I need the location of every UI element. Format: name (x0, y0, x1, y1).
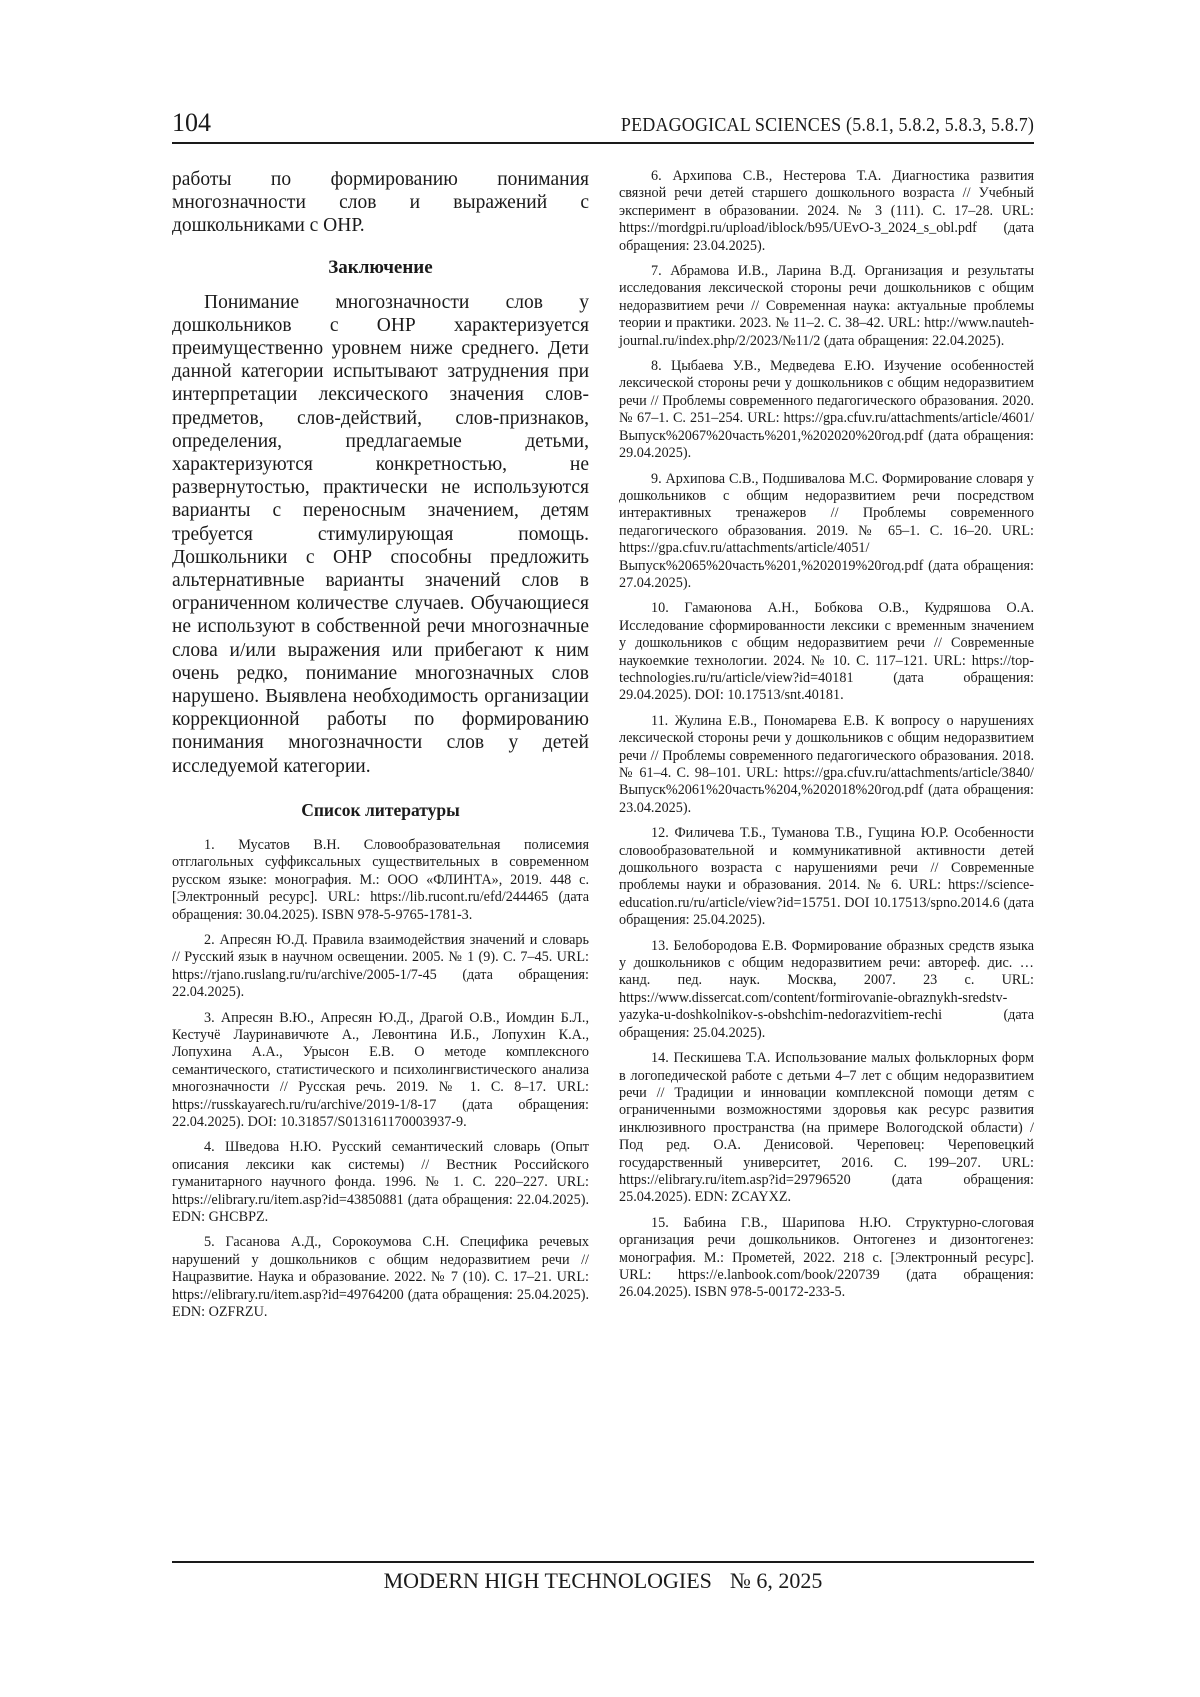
reference-item: 15. Бабина Г.В., Шарипова Н.Ю. Структурно-слоговая организация речи дошкольников. Онтогенез и дизонтогенез: монография. М.: Прометей, 2022. 218 с. [Электронный ресурс]. URL: https://e.lanbook.com/book/220739 (дата обращения: 26.04.2025). ISBN 978-5-00172-233-5. (619, 1214, 1034, 1301)
reference-item: 12. Филичева Т.Б., Туманова Т.В., Гущина Ю.Р. Особенности словообразовательной и коммуникативной активности детей дошкольного возраста с нарушениями речи // Современные проблемы науки и образования. 2014. № 6. URL: https://science-education.ru/ru/article/view?id=15751. DOI 10.17513/spno.2014.6 (дата обращения: 25.04.2025). (619, 825, 1034, 929)
reference-item: 8. Цыбаева У.В., Медведева Е.Ю. Изучение особенностей лексической стороны речи у дошкольников с общим недоразвитием речи // Проблемы современного педагогического образования. 2020. № 67–1. С. 251–254. URL: https://gpa.cfuv.ru/attachments/article/4601/Выпуск%2067%20часть%201,%202020%20год.pdf (дата обращения: 29.04.2025). (619, 358, 1034, 462)
issue-number: № 6, 2025 (729, 1568, 823, 1593)
journal-footer (172, 1566, 1034, 1596)
right-column (619, 168, 1034, 1310)
journal-section-title: PEDAGOGICAL SCIENCES (5.8.1, 5.8.2, 5.8.3, 5.8.7) (620, 114, 1034, 136)
reference-item: 10. Гамаюнова А.Н., Бобкова О.В., Кудряшова О.А. Исследование сформированности лексики с временным значением у дошкольников с общим недоразвитием речи // Современные наукоемкие технологии. 2024. № 10. С. 117–121. URL: https://top-technologies.ru/ru/article/view?id=40181 (дата обращения: 29.04.2025). DOI: 10.17513/snt.40181. (619, 600, 1034, 704)
reference-item: 6. Архипова С.В., Нестерова Т.А. Диагностика развития связной речи детей старшего дошкольного возраста // Учебный эксперимент в образовании. 2024. № 3 (111). С. 17–28. URL: https://mordgpi.ru/upload/iblock/b95/UEvO-3_2024_s_obl.pdf (дата обращения: 23.04.2025). (619, 168, 1034, 254)
reference-item: 7. Абрамова И.В., Ларина В.Д. Организация и результаты исследования лексической стороны речи дошкольников с общим недоразвитием речи // Современная наука: актуальные проблемы теории и практики. 2023. № 11–2. С. 38–42. URL: http://www.nauteh-journal.ru/index.php/2/2023/№11/2 (дата обращения: 22.04.2025). (619, 263, 1034, 349)
reference-item: 13. Белобородова Е.В. Формирование образных средств языка у дошкольников с общим недоразвитием речи: автореф. дис. … канд. пед. наук. Москва, 2007. 23 с. URL: https://www.dissercat.com/content/formirovanie-obraznykh-sredstv-yazyka-u-doshkolnikov-s-obshchim-nedorazvitiem-rechi (дата обращения: 25.04.2025). (619, 937, 1034, 1041)
reference-item: 3. Апресян В.Ю., Апресян Ю.Д., Драгой О.В., Иомдин Б.Л., Кестучё Лауринавичюте А., Левонтина И.Б., Лопухин К.А., Лопухина А.А., Урысон Е.В. О методе комплексного семантического, статистического и психолингвистического анализа многозначности // Русская речь. 2019. № 1. С. 8–17. URL: https://russkayarech.ru/ru/archive/2019-1/8-17 (дата обращения: 22.04.2025). DOI: 10.31857/S013161170003937-9. (172, 1009, 589, 1130)
running-head (172, 106, 1034, 146)
reference-item: 2. Апресян Ю.Д. Правила взаимодействия значений и словарь // Русский язык в научном освещении. 2005. № 1 (9). С. 7–45. URL: https://rjano.ruslang.ru/ru/archive/2005-1/7-45 (дата обращения: 22.04.2025). (172, 931, 589, 1001)
header-rule (172, 142, 1034, 144)
journal-name: MODERN HIGH TECHNOLOGIES (383, 1568, 712, 1593)
reference-item: 1. Мусатов В.Н. Словообразовательная полисемия отглагольных суффиксальных существительных в современном русском языке: монография. М.: ООО «ФЛИНТА», 2019. 448 с. [Электронный ресурс]. URL: https://lib.rucont.ru/efd/244465 (дата обращения: 30.04.2025). ISBN 978-5-9765-1781-3. (172, 836, 589, 923)
left-column (172, 168, 589, 1329)
references-heading: Список литературы (301, 799, 460, 820)
footer-rule (172, 1561, 1034, 1563)
reference-item: 14. Пескишева Т.А. Использование малых фольклорных форм в логопедической работе с детьми 4–7 лет с общим недоразвитием речи // Традиции и инновации комплексной помощи детям с ограниченными возможностями здоровья как ресурс развития инклюзивного пространства (на примере Вологодской области) / Под ред. О.А. Денисовой. Череповец: Череповецкий государственный университет, 2016. С. 199–207. URL: https://elibrary.ru/item.asp?id=29796520 (дата обращения: 25.04.2025). EDN: ZCAYXZ. (619, 1050, 1034, 1206)
conclusion-paragraph: Понимание многозначности слов у дошкольников с ОНР характеризуется преимущественно уровнем ниже среднего. Дети данной категории испытывают затруднения при интерпретации лексического значения слов-предметов, слов-действий, слов-признаков, определения, предлагаемые детьми, характеризуются конкретностью, не развернутостью, практически не используются варианты с переносным значением, детям требуется стимулирующая помощь. Дошкольники с ОНР способны предложить альтернативные варианты значений слов в ограниченном количестве случаев. Обучающиеся не используют в собственной речи многозначные слова и/или выражения или прибегают к ним очень редко, понимание многозначных слов нарушено. Выявлена необходимость организации коррекционной работы по формированию понимания многозначности слов у детей исследуемой категории. (172, 291, 589, 777)
reference-item: 5. Гасанова А.Д., Сорокоумова С.Н. Специфика речевых нарушений у дошкольников с общим недоразвитием речи // Нацразвитие. Наука и образование. 2022. № 7 (10). С. 17–21. URL: https://elibrary.ru/item.asp?id=49764200 (дата обращения: 25.04.2025). EDN: OZFRZU. (172, 1234, 589, 1321)
reference-item: 11. Жулина Е.В., Пономарева Е.В. К вопросу о нарушениях лексической стороны речи у дошкольников с общим недоразвитием речи // Проблемы современного педагогического образования. 2018. № 61–4. С. 98–101. URL: https://gpa.cfuv.ru/attachments/article/3840/Выпуск%2061%20часть%204,%202018%20год.pdf (дата обращения: 23.04.2025). (619, 712, 1034, 816)
reference-item: 9. Архипова С.В., Подшивалова М.С. Формирование словаря у дошкольников с общим недоразвитием речи посредством интерактивных тренажеров // Проблемы современного педагогического образования. 2019. № 65–1. С. 16–20. URL: https://gpa.cfuv.ru/attachments/article/4051/Выпуск%2065%20часть%201,%202019%20год.pdf (дата обращения: 27.04.2025). (619, 470, 1034, 591)
intro-paragraph: работы по формированию понимания многозначности слов и выражений с дошкольниками с ОНР. (172, 169, 589, 237)
reference-item: 4. Шведова Н.Ю. Русский семантический словарь (Опыт описания лексики как системы) // Вестник Российского гуманитарного научного фонда. 1996. № 1. С. 220–227. URL: https://elibrary.ru/item.asp?id=43850881 (дата обращения: 22.04.2025). EDN: GHCBPZ. (172, 1139, 589, 1225)
page-number: 104 (172, 108, 211, 137)
conclusion-heading: Заключение (328, 256, 433, 278)
